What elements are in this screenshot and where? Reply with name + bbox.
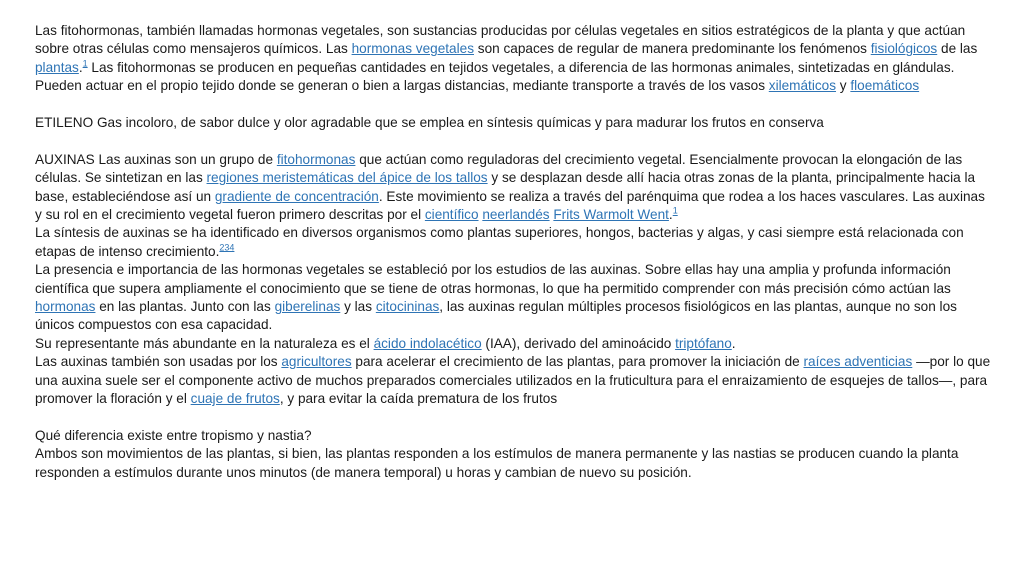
footnote-link[interactable]: 234	[219, 242, 235, 253]
text: que actúan como reguladoras del crecimiento vegetal. Esencialmente provocan la elongación de las células. Se sintetizan en las	[35, 151, 963, 186]
slide-content	[35, 22, 995, 482]
text: (IAA), derivado del aminoácido	[481, 335, 676, 351]
presencia-paragraph	[35, 261, 995, 335]
footnote-link[interactable]: 1	[672, 205, 678, 216]
text: y las	[340, 299, 376, 315]
text: La síntesis de auxinas se ha identificado en diversos organismos como plantas superiores, hongos, bacterias y algas, y casi siempre está relacionada con etapas de intenso crecimiento.	[35, 225, 964, 259]
text: Las	[35, 23, 61, 38]
link-xilematicos[interactable]: xilemáticos	[768, 78, 837, 94]
text: .	[731, 335, 736, 351]
link-plantas[interactable]: plantas	[35, 59, 79, 75]
auxinas-paragraph	[35, 151, 995, 225]
text: , son sustancias producidas por células vegetales en sitios estratégicos de la planta y que actúan sobre otras células como mensajeros químicos. Las	[35, 23, 966, 57]
link-floematicos[interactable]: floemáticos	[850, 78, 920, 94]
link-agricultores[interactable]: agricultores	[281, 354, 352, 370]
text: de las	[937, 41, 978, 57]
question-heading: Qué diferencia existe entre tropismo y nastia?	[35, 427, 312, 443]
link-triptofano[interactable]: triptófano	[675, 335, 732, 351]
link-giberelinas[interactable]: giberelinas	[274, 299, 341, 315]
link-fisiologicos[interactable]: fisiológicos	[870, 41, 938, 57]
text: para acelerar el crecimiento de las plantas, para promover la iniciación de	[351, 354, 804, 370]
link-gradiente-concentracion[interactable]: gradiente de concentración	[214, 188, 379, 204]
text: —por lo que una auxina suele ser el componente activo de muchos preparados comerciales utilizados en la fruticultura para el enraizamiento de esquejes de tallos—, para promover la floración y el	[35, 354, 991, 407]
term-auxinas: auxinas	[124, 151, 172, 167]
text: AUXINAS Las	[35, 151, 125, 167]
text: , las auxinas regulan múltiples procesos fisiológicos en las plantas, aunque no son los únicos compuestos con esa capacidad.	[35, 299, 957, 333]
usos-paragraph	[35, 353, 995, 408]
text: Las auxinas también son usadas por los	[35, 354, 282, 370]
link-citocininas[interactable]: citocininas	[375, 299, 440, 315]
text: son capaces de regular de manera predominante los fenómenos	[474, 41, 871, 57]
spacer	[35, 409, 995, 427]
text: Las fitohormonas se producen en pequeñas cantidades en tejidos vegetales, a diferencia de las hormonas animales, sintetizadas en glándulas. Pueden actuar en el propio tejido donde se generan o bien a largas distancias, mediante transporte a través de los vasos	[35, 59, 955, 94]
term-fitohormonas: fitohormonas	[60, 23, 140, 38]
link-cientifico[interactable]: científico	[424, 207, 479, 223]
footnote-link[interactable]: 1	[82, 58, 88, 69]
text: .	[78, 59, 83, 75]
spacer	[35, 132, 995, 150]
text: en las plantas. Junto con las	[95, 299, 275, 315]
term-hormonas-vegetales: hormonas vegetales	[257, 23, 380, 38]
link-cuaje-de-frutos[interactable]: cuaje de frutos	[190, 391, 280, 407]
text: , también llamadas	[139, 23, 258, 38]
representante-paragraph	[35, 335, 995, 353]
text: y se desplazan desde allí hacia otras zonas de la planta, principalmente hacia la base, estableciéndose así un	[35, 170, 976, 204]
link-acido-indolacetico[interactable]: ácido indolacético	[373, 335, 482, 351]
link-neerlandes[interactable]: neerlandés	[482, 207, 550, 223]
text: , y para evitar la caída prematura de los frutos	[279, 391, 558, 407]
text: .	[668, 207, 673, 223]
text: . Este movimiento se realiza a través del parénquima que rodea a los haces vasculares. Las auxinas y su rol en el crecimiento vegetal fueron primero descritas por el	[35, 188, 985, 223]
text: y	[836, 78, 851, 94]
intro-paragraph	[35, 22, 995, 96]
text: Su representante más abundante en la naturaleza es el	[35, 335, 374, 351]
link-regiones-meristematicas[interactable]: regiones meristemáticas del ápice de los tallos	[206, 170, 488, 186]
answer-paragraph: Ambos son movimientos de las plantas, si bien, las plantas responden a los estímulos de manera permanente y las nastias se producen cuando la planta responden a estímulos durante unos minutos (de manera temporal) u horas y cambian de nuevo su posición.	[35, 446, 959, 480]
link-hormonas[interactable]: hormonas	[35, 299, 96, 315]
link-hormonas-vegetales[interactable]: hormonas vegetales	[351, 41, 474, 57]
link-frits-warmolt-went[interactable]: Frits Warmolt Went	[553, 207, 669, 223]
sintesis-paragraph	[35, 224, 995, 261]
text: son un grupo de	[171, 151, 277, 167]
etileno-paragraph: ETILENO Gas incoloro, de sabor dulce y olor agradable que se emplea en síntesis químicas y para madurar los frutos en conserva	[35, 115, 824, 131]
text: La presencia e importancia de las hormonas vegetales se estableció por los estudios de las auxinas. Sobre ellas hay una amplia y profunda información científica que supera ampliamente el conocimiento que se tiene de otras hormonas, lo que ha permitido comprender con más precisión cómo actúan las	[35, 262, 951, 296]
link-raices-adventicias[interactable]: raíces adventicias	[803, 354, 913, 370]
spacer	[35, 96, 995, 114]
link-fitohormonas[interactable]: fitohormonas	[276, 151, 356, 167]
